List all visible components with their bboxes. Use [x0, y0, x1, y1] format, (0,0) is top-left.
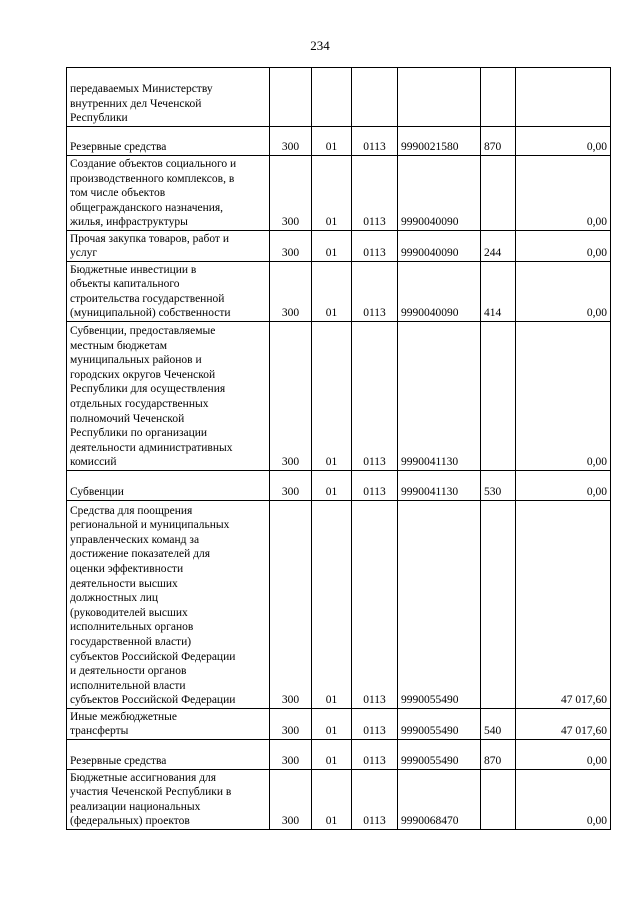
csr-cell: 9990021580 — [398, 127, 481, 156]
pr-cell: 0113 — [352, 156, 398, 231]
row-name-cell: Субвенции — [67, 471, 270, 501]
csr-cell: 9990040090 — [398, 231, 481, 262]
csr-cell: 9990068470 — [398, 770, 481, 830]
pr-cell: 0113 — [352, 740, 398, 770]
sum-cell: 0,00 — [516, 262, 611, 322]
csr-cell: 9990055490 — [398, 709, 481, 740]
vr-cell — [481, 501, 516, 709]
pr-cell: 0113 — [352, 322, 398, 471]
csr-cell: 9990055490 — [398, 740, 481, 770]
gr-cell: 300 — [270, 231, 312, 262]
csr-cell — [398, 68, 481, 127]
budget-table — [66, 67, 611, 830]
vr-cell — [481, 68, 516, 127]
vr-cell: 870 — [481, 740, 516, 770]
row-name-cell: Создание объектов социального и производственного комплексов, в том числе объектов общегражданского назначения, жилья, инфраструктуры — [67, 156, 270, 231]
gr-cell: 300 — [270, 156, 312, 231]
vr-cell — [481, 770, 516, 830]
rz-cell: 01 — [312, 471, 352, 501]
csr-cell: 9990041130 — [398, 471, 481, 501]
rz-cell — [312, 68, 352, 127]
page-number: 234 — [310, 38, 330, 53]
gr-cell: 300 — [270, 501, 312, 709]
vr-cell — [481, 156, 516, 231]
csr-cell: 9990041130 — [398, 322, 481, 471]
rz-cell: 01 — [312, 740, 352, 770]
csr-cell: 9990055490 — [398, 501, 481, 709]
rz-cell: 01 — [312, 156, 352, 231]
rz-cell: 01 — [312, 231, 352, 262]
row-name-cell: Прочая закупка товаров, работ и услуг — [67, 231, 270, 262]
sum-cell: 0,00 — [516, 156, 611, 231]
rz-cell: 01 — [312, 127, 352, 156]
sum-cell: 47 017,60 — [516, 501, 611, 709]
table-row — [67, 262, 611, 322]
rz-cell: 01 — [312, 262, 352, 322]
table-row — [67, 709, 611, 740]
gr-cell: 300 — [270, 127, 312, 156]
sum-cell: 0,00 — [516, 231, 611, 262]
gr-cell: 300 — [270, 322, 312, 471]
table-row — [67, 68, 611, 127]
table-row — [67, 770, 611, 830]
table-row — [67, 471, 611, 501]
table-row — [67, 501, 611, 709]
vr-cell: 870 — [481, 127, 516, 156]
sum-cell: 0,00 — [516, 127, 611, 156]
gr-cell: 300 — [270, 471, 312, 501]
sum-cell: 0,00 — [516, 740, 611, 770]
row-name-cell: Резервные средства — [67, 740, 270, 770]
vr-cell: 540 — [481, 709, 516, 740]
row-name-cell: Субвенции, предоставляемые местным бюджетам муниципальных районов и городских округов Чеченской Республики для осуществления отдельных государственных полномочий Чеченской Республики по организации деятельности административных комиссий — [67, 322, 270, 471]
pr-cell — [352, 68, 398, 127]
row-name-cell: Средства для поощрения региональной и муниципальных управленческих команд за достижение показателей для оценки эффективности деятельности высших должностных лиц (руководителей высших исполнительных органов государственной власти) субъектов Российской Федерации и деятельности органов исполнительной власти субъектов Российской Федерации — [67, 501, 270, 709]
row-name-cell: Иные межбюджетные трансферты — [67, 709, 270, 740]
row-name-cell: Резервные средства — [67, 127, 270, 156]
table-row — [67, 231, 611, 262]
rz-cell: 01 — [312, 770, 352, 830]
pr-cell: 0113 — [352, 127, 398, 156]
pr-cell: 0113 — [352, 471, 398, 501]
row-name-cell: Бюджетные ассигнования для участия Чеченской Республики в реализации национальных (федеральных) проектов — [67, 770, 270, 830]
table-row — [67, 156, 611, 231]
vr-cell — [481, 322, 516, 471]
rz-cell: 01 — [312, 501, 352, 709]
pr-cell: 0113 — [352, 231, 398, 262]
table-row — [67, 127, 611, 156]
gr-cell: 300 — [270, 740, 312, 770]
csr-cell: 9990040090 — [398, 262, 481, 322]
vr-cell: 244 — [481, 231, 516, 262]
gr-cell: 300 — [270, 709, 312, 740]
sum-cell: 0,00 — [516, 322, 611, 471]
csr-cell: 9990040090 — [398, 156, 481, 231]
pr-cell: 0113 — [352, 709, 398, 740]
pr-cell: 0113 — [352, 770, 398, 830]
gr-cell — [270, 68, 312, 127]
pr-cell: 0113 — [352, 262, 398, 322]
sum-cell: 0,00 — [516, 770, 611, 830]
gr-cell: 300 — [270, 262, 312, 322]
rz-cell: 01 — [312, 709, 352, 740]
pr-cell: 0113 — [352, 501, 398, 709]
vr-cell: 530 — [481, 471, 516, 501]
rz-cell: 01 — [312, 322, 352, 471]
table-row — [67, 322, 611, 471]
sum-cell — [516, 68, 611, 127]
gr-cell: 300 — [270, 770, 312, 830]
sum-cell: 47 017,60 — [516, 709, 611, 740]
row-name-cell: передаваемых Министерству внутренних дел Чеченской Республики — [67, 68, 270, 127]
sum-cell: 0,00 — [516, 471, 611, 501]
table-row — [67, 740, 611, 770]
row-name-cell: Бюджетные инвестиции в объекты капитального строительства государственной (муниципальной) собственности — [67, 262, 270, 322]
vr-cell: 414 — [481, 262, 516, 322]
